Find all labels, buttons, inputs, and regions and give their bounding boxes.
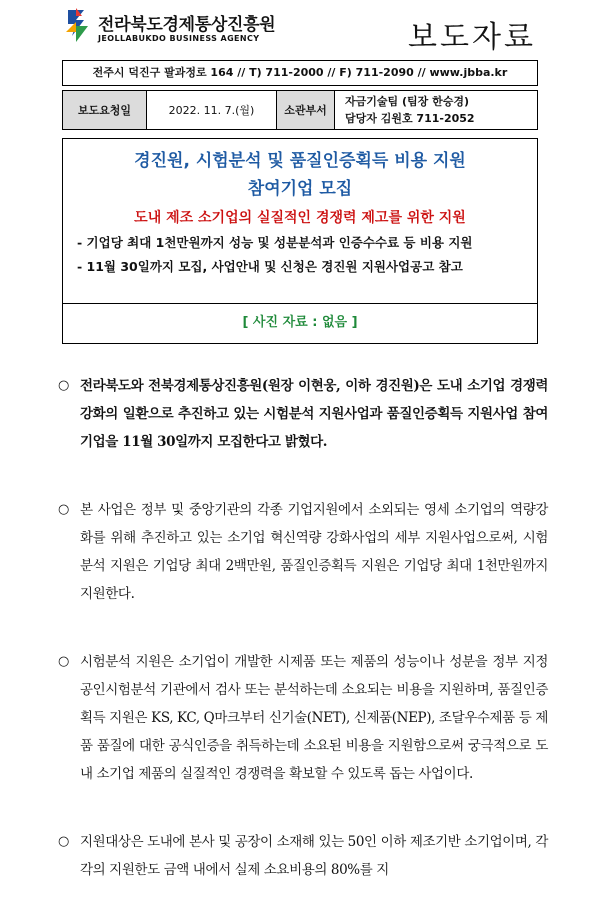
document-type-title: 보도자료 <box>408 20 536 55</box>
paragraph <box>58 496 548 608</box>
subheadline: 도내 제조 소기업의 실질적인 경쟁력 제고를 위한 지원 <box>134 210 466 226</box>
summary-bullet: - 11월 30일까지 모집, 사업안내 및 신청은 경진원 지원사업공고 참고 <box>77 259 463 274</box>
paragraph-text: 지원대상은 도내에 본사 및 공장이 소재해 있는 50인 이하 제조기반 소기업이며, 각각의 지원한도 금액 내에서 실제 소요비용의 80%를 지 <box>80 834 548 878</box>
circle-bullet-icon: ○ <box>58 502 70 517</box>
org-name-english: JEOLLABUKDO BUSINESS AGENCY <box>98 34 260 43</box>
request-date-value: 2022. 11. 7.(월) <box>147 91 277 129</box>
paragraph-text: 전라북도와 전북경제통상진흥원(원장 이현웅, 이하 경진원)은 도내 소기업 경쟁력 강화의 일환으로 추진하고 있는 시험분석 지원사업과 품질인증획득 지원사업 참여기업을 11월 30일까지 모집한다고 밝혔다. <box>80 378 548 450</box>
circle-bullet-icon: ○ <box>58 834 70 849</box>
department-team: 자금기술팀 (팀장 한승경) <box>345 95 469 108</box>
headline-line-2: 참여기업 모집 <box>247 179 353 199</box>
paragraph <box>58 648 548 788</box>
org-name: 전라북도경제통상진흥원 <box>98 15 276 35</box>
request-date-label: 보도요청일 <box>63 91 147 129</box>
agency-logo <box>62 6 92 46</box>
paragraph <box>58 828 548 884</box>
meta-table <box>62 90 538 130</box>
paragraph <box>58 372 548 456</box>
article-body <box>58 372 548 924</box>
summary-bullet: - 기업당 최대 1천만원까지 성능 및 성분분석과 인증수수료 등 비용 지원 <box>77 235 473 250</box>
summary-divider <box>63 303 537 304</box>
summary-box <box>62 138 538 344</box>
photo-note: [ 사진 자료 : 없음 ] <box>242 315 358 330</box>
headline-line-1: 경진원, 시험분석 및 품질인증획득 비용 지원 <box>134 151 466 171</box>
circle-bullet-icon: ○ <box>58 654 70 669</box>
contact-bar: 전주시 덕진구 팔과정로 164 // T) 711-2000 // F) 711-2090 // www.jbba.kr <box>62 60 538 86</box>
paragraph-text: 본 사업은 정부 및 중앙기관의 각종 기업지원에서 소외되는 영세 소기업의 역량강화를 위해 추진하고 있는 소기업 혁신역량 강화사업의 세부 지원사업으로써, 시험분석 지원은 기업당 최대 2백만원, 품질인증획득 지원은 기업당 최대 1천만원까지 지원한다. <box>80 502 548 602</box>
department-contact <box>335 91 537 129</box>
department-person: 담당자 김원호 711-2052 <box>345 112 475 125</box>
department-label: 소관부서 <box>277 91 335 129</box>
circle-bullet-icon: ○ <box>58 378 70 393</box>
page-header <box>0 0 600 60</box>
paragraph-text: 시험분석 지원은 소기업이 개발한 시제품 또는 제품의 성능이나 성분을 정부 지정 공인시험분석 기관에서 검사 또는 분석하는데 소요되는 비용을 지원하며, 품질인증획득 지원은 KS, KC, Q마크부터 신기술(NET), 신제품(NEP), 조달우수제품 등 제품 품질에 대한 공식인증을 취득하는데 소요된 비용을 지원함으로써 궁극적으로 도내 소기업 제품의 실질적인 경쟁력을 확보할 수 있도록 돕는 사업이다. <box>80 654 548 782</box>
summary-bullets <box>69 231 531 279</box>
